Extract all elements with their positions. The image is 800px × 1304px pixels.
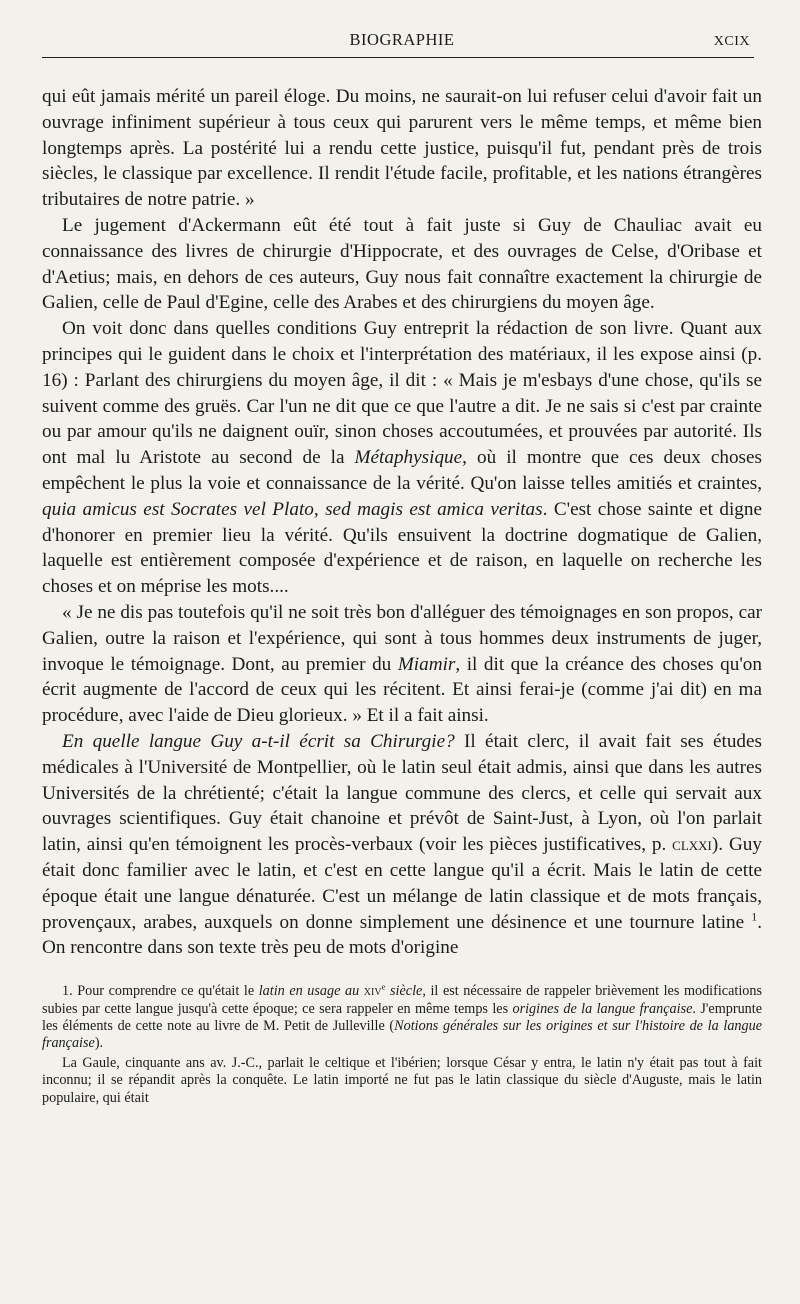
italic-phrase: latin en usage au (258, 983, 364, 1000)
text-span: ). Guy était donc familier avec le latin, et c'est en cette langue qu'il a écrit. Mais le latin de cette époque était une langue dénaturée. C'est un mélange de latin classique et de mots français, provençaux, arabes, auxquels on donne simplement une désinence et une tournure latine (42, 834, 762, 933)
footnote-1 (42, 983, 762, 1053)
running-header (42, 0, 762, 58)
italic-title-miamir: Miamir (397, 653, 456, 675)
italic-latin-quote: quia amicus est Socrates vel Plato, sed magis est amica veritas (42, 498, 543, 520)
paragraph-ackermann-judgement: Le jugement d'Ackermann eût été tout à fait juste si Guy de Chauliac avait eu connaissance des livres de chirurgie d'Hippocrate, et des ouvrages de Celse, d'Oribase et d'Aetius; mais, en dehors de ces auteurs, Guy nous fait connaître exactement la chirurgie de Galien, celle de Paul d'Egine, celle des Arabes et des chirurgiens du moyen âge. (42, 214, 762, 314)
footnote-marker: 1 (751, 909, 758, 924)
superscript-e: e (381, 981, 386, 992)
text-span: 1. Pour comprendre ce qu'était le (62, 983, 259, 1000)
text-span: . J'emprunte les éléments de cette note au livre de M. Petit de Julleville ( (42, 1000, 762, 1034)
roman-century: xiv (363, 983, 382, 1000)
paragraph-principles (42, 316, 762, 600)
header-rule (42, 57, 754, 58)
paragraph-testimonies (42, 600, 762, 729)
text-span: Il était clerc, il avait fait ses études médicales à l'Université de Montpellier, où le latin seul était admis, ainsi que dans les autres Universités de la chrétienté; c'était la langue commune des clercs, et celle qui servait aux ouvrages scientifiques. Guy était chanoine et prévôt de Saint-Just, à Lyon, où l'on parlait latin, ainsi qu'en témoignent les procès-verbaux (voir les pièces justificatives, p. (42, 730, 762, 856)
page-number: XCIX (713, 34, 750, 49)
footnote-continuation: La Gaule, cinquante ans av. J.-C., parlait le celtique et l'ibérien; lorsque César y entra, le latin n'y était pas tout à fait inconnu; il se répandit après la conquête. Le latin importé ne fut pas le latin classique du siècle d'Auguste, mais le latin populaire, qui était (42, 1054, 762, 1106)
italic-phrase: siècle (385, 983, 423, 1000)
text-span: . On rencontre dans son texte très peu de mots d'origine (42, 911, 763, 959)
paragraph-continued: qui eût jamais mérité un pareil éloge. Du moins, ne saurait-on lui refuser celui d'avoir fait un ouvrage infiniment supérieur à tous ceux qui parurent vers le même temps, et même bien longtemps après. La postérité lui a rendu cette justice, puisqu'il fut, pendant près de trois siècles, le classique par excellence. Il rendit l'étude facile, profitable, et les nations étrangères tributaires de notre patrie. » (42, 86, 762, 211)
main-text (42, 84, 762, 961)
text-span: , il est nécessaire de rappeler brièvement les modifications subies par cette langue jusqu'à cette époque; ce sera rappeler en même temps les (42, 983, 762, 1017)
text-span: , il dit que la créance des choses qu'on écrit augmente de l'accord de ceux qui les récitent. Et ainsi ferai-je (comme j'ai dit) en ma procédure, avec l'aide de Dieu glorieux. » Et il a fait ainsi. (42, 653, 762, 727)
italic-book-title: Notions générales sur les origines et sur l'histoire de la langue française (42, 1017, 762, 1052)
text-span: ). (94, 1035, 104, 1052)
footnotes (42, 983, 762, 1107)
italic-section-question: En quelle langue Guy a-t-il écrit sa Chirurgie? (62, 730, 455, 752)
text-span: « Je ne dis pas toutefois qu'il ne soit très bon d'alléguer des témoignages en son propos, car Galien, outre la raison et l'expérience, qui sont à tous hommes deux instruments de juger, invoque le témoignage. Dont, au premier du (42, 601, 762, 675)
text-span: . C'est chose sainte et digne d'honorer en premier lieu la vérité. Qu'ils ensuivent la doctrine dogmatique de Galien, laquelle est entièrement composée d'expérience et de raison, en laquelle on recherche les choses et on méprise les mots.... (42, 498, 762, 598)
italic-phrase: origines de la langue française (512, 1000, 693, 1017)
text-span: On voit donc dans quelles conditions Guy entreprit la rédaction de son livre. Quant aux principes qui le guident dans le choix et l'interprétation des matériaux, il les expose ainsi (p. 16) : Parlant des chirurgiens du moyen âge, il dit : « Mais je m'esbays d'une chose, qu'ils se suivent comme des gruës. Car l'un ne dit que ce que l'autre a dit. Je ne sais si c'est par crainte ou par amour qu'ils ne daignent ouïr, sinon choses accoutumées, et prouvées par autorité. Ils ont mal lu Aristote au second de la (42, 318, 762, 469)
paragraph-language (42, 729, 762, 961)
italic-title-metaphysique: Métaphysique (354, 447, 463, 469)
running-title: BIOGRAPHIE (349, 30, 455, 49)
roman-page-ref: clxxi (672, 834, 712, 856)
text-span: , où il montre que ces deux choses empêchent le plus la voie et connaissance de la vérité. Qu'on laisse telles amitiés et craintes, (42, 447, 762, 494)
